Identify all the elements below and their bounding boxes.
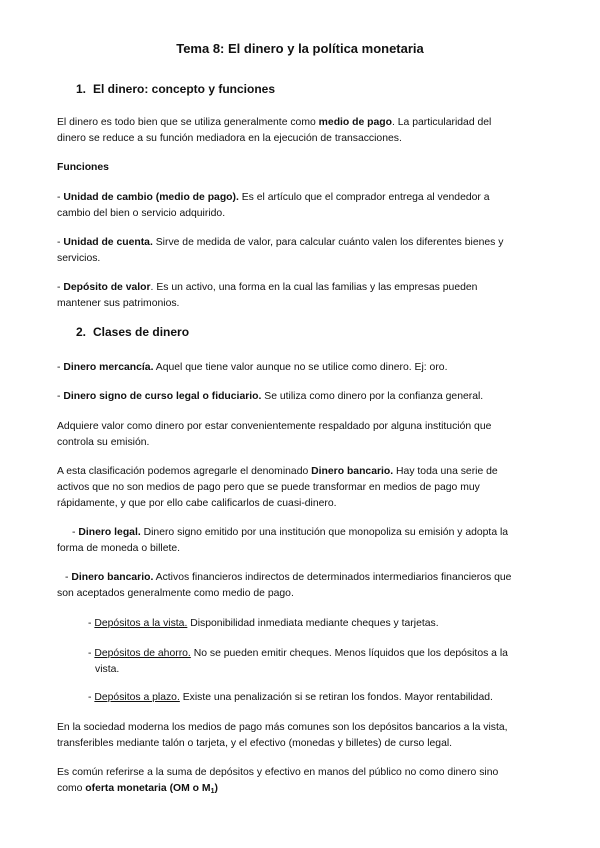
dash: - [57, 192, 64, 203]
text-line: Adquiere valor como dinero por estar convenientemente respaldado por alguna institución que [57, 421, 492, 432]
text-line: Es común referirse a la suma de depósitos y efectivo en manos del público no como dinero sino [57, 767, 499, 778]
dash: - [65, 572, 72, 583]
text-line: son aceptados generalmente como medio de pago. [57, 588, 294, 599]
dash: - [72, 527, 79, 538]
dash: - [88, 618, 95, 629]
underlined-term: Depósitos de ahorro. [94, 648, 191, 659]
text: Sirve de medida de valor, para calcular cuánto valen los diferentes bienes y [152, 237, 504, 248]
underlined-term: Depósitos a plazo. [94, 692, 180, 703]
deposit-item [88, 690, 548, 706]
text: Existe una penalización si se retiran los fondos. Mayor rentabilidad. [179, 692, 493, 703]
text: Hay toda una serie de [393, 466, 498, 477]
text: . Es un activo, una forma en la cual las familias y las empresas pueden [150, 282, 478, 293]
text: ) [214, 783, 218, 794]
text: como [57, 783, 86, 794]
text-line [65, 570, 550, 586]
text-line: transferibles mediante talón o tarjeta, y el efectivo (monedas y billetes) de curso legal. [57, 738, 453, 749]
money-class-item [57, 360, 547, 376]
text-line [57, 190, 547, 206]
text: Es el artículo que el comprador entrega al vendedor a [238, 192, 490, 203]
bold-term: Unidad de cambio (medio de pago). [63, 192, 239, 203]
text: Se utiliza como dinero por la confianza general. [261, 391, 484, 402]
text-line [57, 464, 547, 480]
functions-label: Funciones [57, 162, 109, 173]
text-line: forma de moneda o billete. [57, 543, 181, 554]
bold-term: Dinero bancario. [311, 466, 394, 477]
text: El dinero es todo bien que se utiliza generalmente como [57, 117, 319, 128]
text-line: controla su emisión. [57, 437, 150, 448]
legal-money-item [57, 525, 552, 557]
text-line [88, 646, 548, 662]
dash: - [57, 237, 64, 248]
text: A esta clasificación podemos agregarle el denominado [57, 466, 312, 477]
bank-money-item [57, 570, 550, 602]
text-line: dinero se reduce a su función mediadora en la ejecución de transacciones. [57, 133, 402, 144]
text-line [72, 525, 552, 541]
function-item [57, 190, 547, 222]
text-line: servicios. [57, 253, 101, 264]
text: Aquel que tiene valor aunque no se utilice como dinero. Ej: oro. [153, 362, 448, 373]
text: . La particularidad del [392, 117, 492, 128]
function-item [57, 280, 547, 312]
money-supply-paragraph [57, 765, 547, 797]
dash: - [57, 362, 64, 373]
bold-term: Dinero signo de curso legal o fiduciario. [63, 391, 262, 402]
bold-term: medio de pago [318, 117, 392, 128]
bold-term [85, 783, 218, 794]
bold-term: Dinero bancario. [71, 572, 154, 583]
text: oferta monetaria (OM o M [85, 783, 211, 794]
deposit-item [88, 616, 548, 632]
text: No se pueden emitir cheques. Menos líquidos que los depósitos a la [190, 648, 508, 659]
bold-term: Unidad de cuenta. [63, 237, 153, 248]
text-line [57, 781, 547, 797]
text-line: rápidamente, y que por ello cabe calificarlos de cuasi-dinero. [57, 498, 337, 509]
dash: - [88, 648, 95, 659]
bold-term: Dinero mercancía. [63, 362, 154, 373]
value-paragraph [57, 419, 547, 451]
text-line [57, 280, 547, 296]
underlined-term: Depósitos a la vista. [94, 618, 188, 629]
dash: - [57, 391, 64, 402]
section-heading-1 [76, 81, 275, 97]
money-class-item [57, 389, 547, 405]
text-line: activos que no son medios de pago pero que se puede transformar en medios de pago muy [57, 482, 480, 493]
bold-term: Depósito de valor [63, 282, 151, 293]
text-line: mantener sus patrimonios. [57, 298, 180, 309]
text-line: vista. [95, 664, 120, 675]
text-line: En la sociedad moderna los medios de pago más comunes son los depósitos bancarios a la vista, [57, 722, 508, 733]
dash: - [88, 692, 95, 703]
section-title: El dinero: concepto y funciones [93, 82, 276, 96]
deposit-item [88, 646, 548, 678]
society-paragraph [57, 720, 547, 752]
intro-paragraph [57, 115, 547, 147]
function-item [57, 235, 547, 267]
section-heading-2 [76, 324, 189, 340]
page-title: Tema 8: El dinero y la política monetaria [176, 41, 424, 56]
text-line [57, 115, 547, 131]
text: Disponibilidad inmediata mediante cheques y tarjetas. [187, 618, 439, 629]
dash: - [57, 282, 64, 293]
section-number: 1. [76, 82, 87, 96]
text-line [57, 235, 547, 251]
text: Dinero signo emitido por una institución que monopoliza su emisión y adopta la [140, 527, 509, 538]
classification-paragraph [57, 464, 547, 512]
text-line: cambio del bien o servicio adquirido. [57, 208, 226, 219]
bold-term: Dinero legal. [78, 527, 141, 538]
subscript: 1 [210, 788, 215, 795]
section-number: 2. [76, 325, 87, 339]
text: Activos financieros indirectos de determinados intermediarios financieros que [153, 572, 512, 583]
section-title: Clases de dinero [93, 325, 190, 339]
